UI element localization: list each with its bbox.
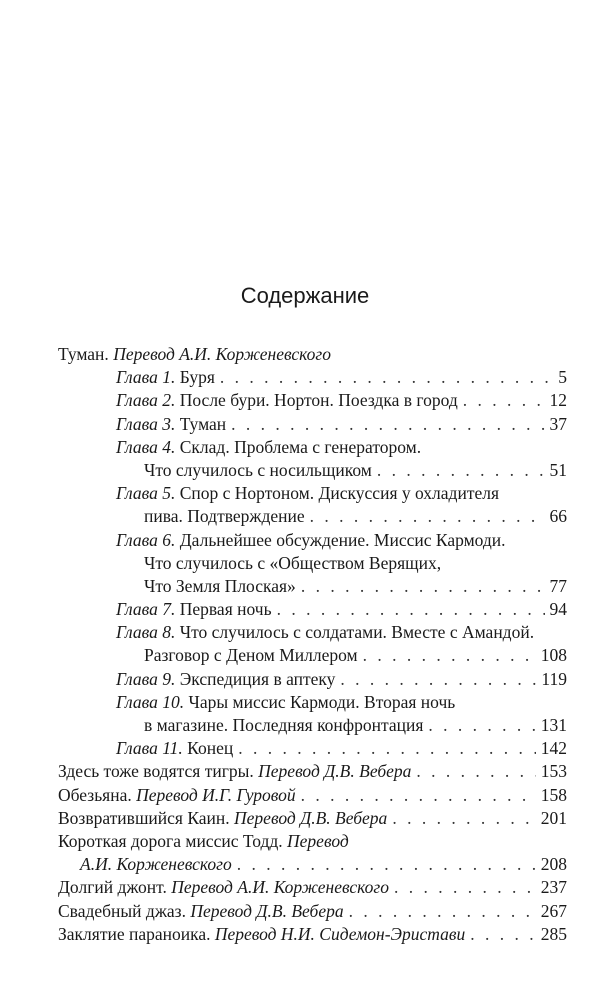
toc-entry-chapter-4 bbox=[58, 436, 567, 459]
dot-leader bbox=[349, 900, 536, 923]
toc-entry-label: Глава 4. Склад. Проблема с генератором. bbox=[116, 436, 422, 457]
toc-entry-chapter-11 bbox=[58, 737, 567, 760]
toc-entry-label: Глава 11. Конец bbox=[116, 738, 234, 759]
toc-entry-chapter-10 bbox=[58, 691, 567, 714]
toc-entry-chapter-6-cont bbox=[58, 575, 567, 598]
dot-leader bbox=[377, 459, 545, 482]
table-of-contents bbox=[58, 343, 567, 946]
toc-entry-label: Что случилось с носильщиком bbox=[144, 459, 372, 480]
toc-entry-chapter-8 bbox=[58, 621, 567, 644]
page-number: 12 bbox=[549, 390, 567, 411]
toc-entry-label: Что случилось с «Обществом Верящих, bbox=[144, 552, 442, 573]
toc-entry-label: Глава 3. Туман bbox=[116, 413, 227, 434]
toc-entry-label: в магазине. Последняя конфронтация bbox=[144, 715, 424, 735]
toc-entry-label: Что Земля Плоская» bbox=[144, 575, 296, 596]
toc-entry-chapter-5 bbox=[58, 482, 567, 505]
toc-entry-label: Глава 5. Спор с Нортоном. Дискуссия у охладителя bbox=[116, 483, 500, 504]
toc-entry-label: Долгий джонт. Перевод А.И. Корженевского bbox=[58, 877, 389, 898]
page-number: 131 bbox=[540, 715, 567, 735]
dot-leader bbox=[231, 413, 544, 436]
page-number: 237 bbox=[540, 877, 567, 898]
toc-entry-chapter-7 bbox=[58, 598, 567, 621]
dot-leader bbox=[363, 644, 536, 667]
dot-leader bbox=[310, 505, 545, 528]
dot-leader bbox=[394, 876, 536, 899]
dot-leader bbox=[392, 807, 535, 830]
page-number: 5 bbox=[558, 367, 567, 388]
toc-entry-label: Туман. Перевод А.И. Корженевского bbox=[58, 344, 331, 364]
toc-entry-label: Короткая дорога миссис Тодд. Перевод bbox=[58, 830, 349, 851]
dot-leader bbox=[416, 760, 535, 783]
page-number: 285 bbox=[540, 923, 567, 944]
toc-entry-chapter-6 bbox=[58, 529, 567, 552]
page-number: 66 bbox=[549, 506, 567, 527]
toc-entry-wedding bbox=[58, 900, 567, 923]
toc-entry-chapter-4-cont bbox=[58, 459, 567, 482]
toc-entry-chapter-2 bbox=[58, 389, 567, 412]
page-number: 158 bbox=[540, 784, 567, 805]
dot-leader bbox=[428, 714, 535, 737]
toc-entry-fog bbox=[58, 343, 567, 366]
toc-entry-cain bbox=[58, 807, 567, 830]
toc-entry-chapter-8-cont bbox=[58, 644, 567, 667]
toc-entry-label: Свадебный джаз. Перевод Д.В. Вебера bbox=[58, 900, 344, 921]
toc-entry-label: А.И. Корженевского bbox=[80, 854, 232, 875]
page-number: 77 bbox=[549, 575, 567, 596]
toc-entry-label: Глава 7. Первая ночь bbox=[116, 599, 272, 620]
dot-leader bbox=[463, 389, 545, 412]
dot-leader bbox=[237, 853, 536, 876]
toc-entry-todd-cont bbox=[58, 853, 567, 876]
toc-entry-label: Глава 8. Что случилось с солдатами. Вместе с Амандой. bbox=[116, 622, 535, 643]
toc-entry-label: Обезьяна. Перевод И.Г. Гуровой bbox=[58, 784, 296, 805]
toc-entry-label: Здесь тоже водятся тигры. Перевод Д.В. Вебера bbox=[58, 761, 412, 782]
toc-entry-todd bbox=[58, 830, 567, 853]
toc-entry-jaunt bbox=[58, 876, 567, 899]
toc-entry-chapter-3 bbox=[58, 413, 567, 436]
page-number: 142 bbox=[540, 738, 567, 759]
page-title: Содержание bbox=[240, 283, 370, 308]
toc-entry-label: Заклятие параноика. Перевод Н.И. Сидемон-Эристави bbox=[58, 923, 466, 944]
toc-entry-chapter-6-cont bbox=[58, 552, 567, 575]
page-number: 208 bbox=[540, 854, 567, 875]
page-number: 153 bbox=[540, 761, 567, 782]
dot-leader bbox=[301, 575, 545, 598]
page-number: 94 bbox=[549, 599, 567, 620]
toc-entry-tigers bbox=[58, 760, 567, 783]
toc-entry-chapter-5-cont bbox=[58, 505, 567, 528]
toc-entry-label: Глава 10. Чары миссис Кармоди. Вторая ночь bbox=[116, 691, 456, 712]
dot-leader bbox=[340, 668, 536, 691]
toc-entry-chapter-1 bbox=[58, 366, 567, 389]
toc-entry-label: Возвратившийся Каин. Перевод Д.В. Вебера bbox=[58, 807, 388, 828]
toc-entry-paranoid bbox=[58, 923, 567, 946]
dot-leader bbox=[238, 737, 536, 760]
toc-entry-chapter-9 bbox=[58, 668, 567, 691]
toc-entry-monkey bbox=[58, 784, 567, 807]
page-number: 267 bbox=[540, 900, 567, 921]
toc-entry-chapter-10-cont bbox=[58, 714, 567, 737]
toc-entry-label: Глава 2. После бури. Нортон. Поездка в город bbox=[116, 390, 458, 411]
toc-entry-label: Глава 1. Буря bbox=[116, 367, 215, 388]
toc-entry-label: пива. Подтверждение bbox=[144, 506, 305, 527]
page-number: 37 bbox=[549, 413, 567, 434]
dot-leader bbox=[277, 598, 545, 621]
page-number: 201 bbox=[540, 807, 567, 828]
page-number: 108 bbox=[540, 645, 567, 666]
toc-entry-label: Разговор с Деном Миллером bbox=[144, 645, 358, 666]
page-number: 119 bbox=[541, 668, 567, 689]
dot-leader bbox=[301, 784, 536, 807]
dot-leader bbox=[470, 923, 536, 946]
toc-entry-label: Глава 9. Экспедиция в аптеку bbox=[116, 668, 336, 689]
page-number: 51 bbox=[549, 459, 567, 480]
dot-leader bbox=[220, 366, 553, 389]
toc-entry-label: Глава 6. Дальнейшее обсуждение. Миссис Кармоди. bbox=[116, 529, 506, 550]
